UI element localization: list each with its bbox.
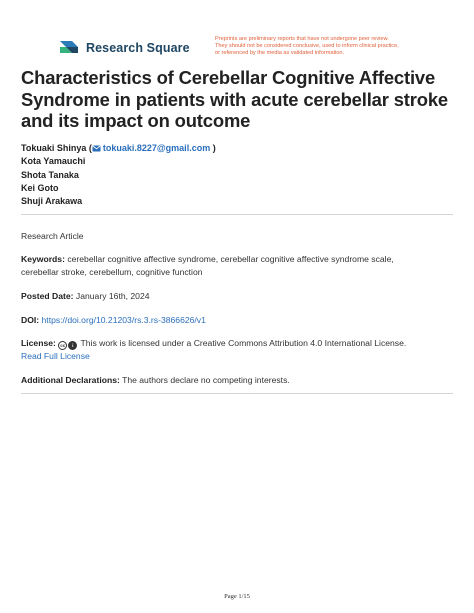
research-square-logo[interactable]: [57, 38, 190, 57]
title-line: Syndrome in patients with acute cerebellar stroke: [21, 88, 449, 110]
additional-declarations: [21, 374, 453, 387]
posted-date: [21, 290, 453, 303]
envelope-icon: [92, 145, 101, 152]
disclaimer-line: or referenced by the media as validated information.: [215, 50, 345, 57]
article-type: Research Article: [21, 231, 84, 241]
doi: [21, 314, 453, 327]
attribution-icon: i: [68, 341, 77, 350]
logo-text: Research Square: [86, 40, 190, 55]
author-name: Kei Goto: [21, 182, 59, 193]
doi-label: DOI:: [21, 315, 40, 325]
preprint-disclaimer: [215, 36, 450, 58]
keywords-label: Keywords:: [21, 254, 65, 264]
author-email: tokuaki.8227@gmail.com: [102, 143, 211, 153]
creative-commons-icon: cc: [60, 343, 66, 348]
doi-link[interactable]: https://doi.org/10.21203/rs.3.rs-3866626/v1: [41, 315, 206, 325]
paper-title: [21, 67, 461, 132]
corresponding-author: [21, 142, 216, 155]
author-name: Tokuaki Shinya: [21, 143, 87, 153]
disclaimer-line: Preprints are preliminary reports that have not undergone peer review.: [215, 36, 389, 42]
keywords-text: cerebellar stroke, cerebellum, cognitive function: [21, 267, 203, 278]
page-number: Page 1/15: [224, 593, 250, 600]
title-line: and its impact on outcome: [21, 110, 251, 131]
divider: [21, 214, 453, 215]
author-list: [21, 142, 216, 208]
posted-date-value: January 16th, 2024: [75, 291, 150, 301]
license-section: [21, 337, 453, 364]
license-label: License:: [21, 338, 56, 348]
author-name: Shuji Arakawa: [21, 196, 83, 207]
author-name: Shota Tanaka: [21, 169, 79, 180]
divider: [21, 393, 453, 394]
posted-date-label: Posted Date:: [21, 291, 74, 301]
keywords-text: cerebellar cognitive affective syndrome, cerebellar cognitive affective syndrome scale,: [67, 254, 394, 264]
research-square-logo-icon: [57, 38, 81, 57]
license-text: This work is licensed under a Creative Commons Attribution 4.0 International License.: [80, 338, 407, 348]
author-email-link[interactable]: [92, 143, 210, 153]
keywords-section: [21, 253, 453, 280]
close-paren: ): [212, 143, 216, 153]
declarations-value: The authors declare no competing interests.: [122, 375, 290, 385]
open-paren: (: [88, 143, 92, 153]
disclaimer-line: They should not be considered conclusive, used to inform clinical practice,: [215, 43, 399, 50]
declarations-label: Additional Declarations:: [21, 375, 120, 385]
title-line: Characteristics of Cerebellar Cognitive Affective: [21, 67, 436, 88]
read-full-license-link[interactable]: Read Full License: [21, 351, 90, 362]
author-name: Kota Yamauchi: [21, 156, 86, 167]
